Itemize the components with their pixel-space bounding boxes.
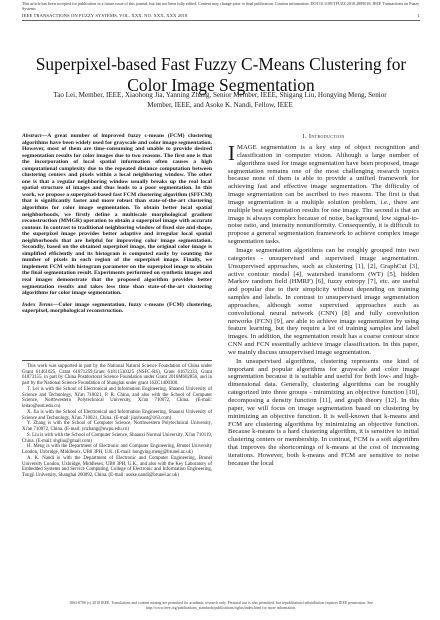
page-number: 1 <box>417 13 420 18</box>
abstract-text: —A great number of improved fuzzy c-means (FCM) clustering algorithms have been widely used for grayscale and color image segmentation. However, most of them are time-consuming and unable to provide desired segmentation results for color images due to two reasons. The first one is that the incorporation of local spatial information often causes a high computational complexity due to the repeated distance computation between clustering centers and pixels within a local neighboring window. The other one is that a regular neighboring window usually breaks up the real local spatial structure of images and thus leads to a poor segmentation. In this work, we propose a superpixel-based fast FCM clustering algorithm (SFFCM) that is significantly faster and more robust than state-of-the-art clustering algorithms for color image segmentation. To obtain better local spatial neighborhoods, we firstly define a multiscale morphological gradient reconstruction (MMGR) operation to obtain a superpixel image with accurate contour. In contrast to traditional neighboring window of fixed size and shape, the superpixel image provides better adaptive and irregular local spatial neighborhoods that are helpful for improving color image segmentation. Secondly, based on the obtained superpixel image, the original color image is simplified efficiently and its histogram is computed easily by counting the number of pixels in each region of the superpixel image. Finally, we implement FCM with histogram parameter on the superpixel image to obtain the final segmentation result. Experiments performed on synthetic images and real images demonstrate that the proposed algorithm provides better segmentation results and takes less time than state-of-the-art clustering algorithms for color image segmentation. <box>22 133 212 297</box>
footnote-author: H. Meng is with the Department of Electronic and Computer Engineering, Brunel University London, Uxbridge, Middlesex, UB8 3PH, U.K. (E-mail: hongying.meng@brunel.ac.uk) <box>22 444 212 456</box>
abstract <box>22 133 212 297</box>
footnote-author: S. Liu is with with the School of Computer Science, Shaanxi Normal University, Xi'an 710119, China. (E-mail: shgliu@gmail.com) <box>22 432 212 444</box>
index-terms <box>22 302 212 315</box>
copyright-notice: 1063-6706 (c) 2018 IEEE. Translations and content mining are permitted for academic research only. Personal use is also permitted, but republication/redistribution requires IEEE permission. See http://www.ieee.org/publications_standards/publications/rights/index.html for more information. <box>69 601 373 610</box>
left-column <box>22 133 212 479</box>
footnote-author: T. Lei is with the School of Electronical and Information Engineering, Shaanxi University of Science and Technology, Xi'an 710021, P. R. China, and also with the School of Computer Science, Northwestern Polytechnical University, Xi'an 710072, China. (E-mail: leitao@sust.edu.cn) <box>22 386 212 410</box>
publication-notice: This article has been accepted for publication in a future issue of this journal, but has not been fully edited. Content may change prior to final publication. Citation information: DOI 10.1109/TFUZZ.2018.2889018, IEEE Transactions on Fuzzy Systems <box>22 1 420 11</box>
abstract-lead: Abstract <box>22 133 42 139</box>
footnote-author: X. Jia is with the School of Electronical and Information Engineering, Shaanxi University of Science and Technology, Xi'an 710021, China. (E-mail: jiaxhsust@163.com) <box>22 409 212 421</box>
index-terms-text: —Color image segmentation, fuzzy c-means (FCM) clustering, superpixel, morphological reconstruction. <box>22 301 212 315</box>
header-rule <box>22 20 420 21</box>
intro-paragraph: In unsupervised algorithms, clustering represents one kind of important and popular algorithms for grayscale and color image segmentation because it is suitable and useful for both low- and high-dimensional data. Generally, clustering algorithms can be roughly categorized into three groups - minimizing an objective function [10], decomposing a density function [11], and graph theory [12]. In this paper, we will focus on image segmentation based on clustering by minimizing an objective function. It is well-known that k-means and FCM are clustering algorithms by minimizing an objective function. Because k-means is a hard clustering algorithm, it is sensitive to initial clustering centers or membership. In contrast, FCM is a soft algorithm that improves the shortcomings of k-means at the cost of increasing iterations. However, both k-means and FCM are sensitive to noise because the local <box>228 357 419 467</box>
paper-title: Superpixel-based Fast Fuzzy C-Means Clustering for Color Image Segmentation <box>35 53 407 95</box>
intro-paragraph <box>228 141 419 246</box>
section-heading: I. Introduction <box>302 133 345 140</box>
running-header <box>22 13 420 18</box>
footnote-funding: This work was supported in part by the National Natural Science Foundation of China under Grant 61461025, Grant 61871259,Grant 61811530325 (NSFC-RS), Grant 61672333, Grant 61873155, in part by China Postdoctoral Science Foundation under Grant 2016M602856, and in part by the National Science Foundation of Shanghai under grant 16ZC1400300. <box>22 363 212 387</box>
right-column <box>228 133 419 468</box>
author-list: Tao Lei, Member, IEEE, Xiaohong Jia, Yanning Zhang, Senior Member, IEEE, Shigang Liu, Hongying Meng, Senior Member, IEEE, and Asoke K. Nandi, Fellow, IEEE <box>53 91 387 109</box>
intro-paragraph: Image segmentation algorithms can be roughly grouped into two categories - unsupervised and supervised image segmentation. Unsupervised approaches, such as clustering [1], [2], GraphCut [3], active contour model [4], watershed transform (WT) [5], hidden Markov random field (HMRF) [6], fuzzy entropy [7], etc. are useful and popular due to their simplicity without depending on training samples and labels. In contrast to unsupervised image segmentation approaches, although some supervised approaches such as convolutional neural network (CNN) [8] and fully convolution networks (FCN) [9], are able to achieve image segmentation by using feature learning, but they require a lot of training samples and label images. In addition, the segmentation result has a coarse contour since CNN and FCN essentially achieve image classification. In this paper, we mainly discuss unsupervised image segmentation. <box>228 246 419 356</box>
footnotes <box>22 364 212 479</box>
drop-cap: I <box>228 141 235 165</box>
index-terms-lead: Index Terms <box>22 301 53 308</box>
footnote-author: Y. Zhang is with the School of Computer Science, Northwestern Polytechnical University, Xi'an 710072, China. (E-mail: ynzhang@nwpu.edu.cn) <box>22 421 212 433</box>
intro-paragraph-text: MAGE segmentation is a key step of object recognition and classification in computer vision. Although a large number of algorithms used for image segmentation have been proposed, image segmentation remains one of the most challenging research topics because none of them is able to provide a unified framework for achieving fast and effective image segmentation. The difficulty of image segmentation can be ascribed to two reasons. The first is that image segmentation is a multiple solution problem, i.e., there are multiple best segmentation results for one image. The second is that an image is always complex because of noise, background, low signal-to-noise ratio, and intensity nonuniformity. Consequently, it is difficult to propose a general segmentation framework to achieve complex image segmentation tasks. <box>228 144 419 246</box>
journal-header: IEEE TRANSACTIONS ON FUZZY SYSTEMS, VOL. XXX, NO. XXX, XXX 2018 <box>22 13 188 18</box>
footnote-rule <box>22 360 212 361</box>
footnote-author: A. K. Nandi is with the Department of Electronic and Computer Engineering, Brunel University London, Uxbridge, Middlesex, UB8 3PH, U.K., and also with the Key Laboratory of Embedded Systems and Service Computing, College of Electronic and Information Engineering, Tongji University, Shanghai 200092, China. (E-mail: asoke.nandi@brunel.ac.uk) <box>22 455 212 479</box>
